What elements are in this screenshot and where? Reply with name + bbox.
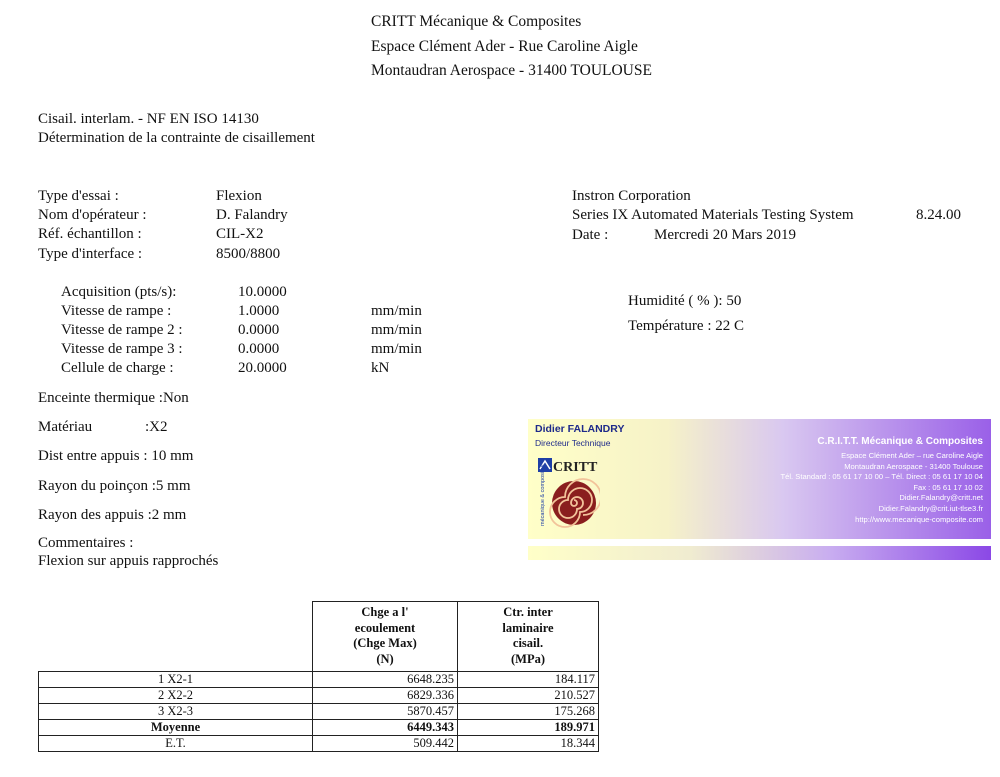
table-row bbox=[39, 704, 599, 720]
test-standard: Cisail. interlam. - NF EN ISO 14130 bbox=[38, 111, 259, 127]
column-header-stress: Ctr. inter laminaire cisail. (MPa) bbox=[458, 602, 599, 672]
date-label: Date : bbox=[572, 227, 609, 243]
card-company: C.R.I.T.T. Mécanique & Composites bbox=[817, 436, 983, 447]
lab-address-street: Espace Clément Ader - Rue Caroline Aigle bbox=[371, 38, 638, 55]
param-value: 0.0000 bbox=[238, 341, 280, 357]
row-label: E.T. bbox=[39, 736, 313, 752]
row-stress: 184.117 bbox=[458, 672, 599, 688]
param-unit: kN bbox=[371, 360, 390, 376]
row-label: 2 X2-2 bbox=[39, 688, 313, 704]
card-line: Fax : 05 61 17 10 02 bbox=[913, 482, 983, 492]
row-label: 3 X2-3 bbox=[39, 704, 313, 720]
info-label: Réf. échantillon : bbox=[38, 226, 142, 242]
param-label: Acquisition (pts/s): bbox=[61, 284, 177, 300]
info-label: Type d'essai : bbox=[38, 188, 119, 204]
info-value: Flexion bbox=[216, 188, 262, 204]
support-distance: Dist entre appuis : 10 mm bbox=[38, 448, 194, 464]
logo-text: CRITT bbox=[553, 460, 598, 475]
support-radius: Rayon des appuis :2 mm bbox=[38, 507, 187, 523]
material-label: Matériau bbox=[38, 419, 93, 435]
table-row bbox=[39, 688, 599, 704]
row-stress: 189.971 bbox=[458, 720, 599, 736]
param-value: 0.0000 bbox=[238, 322, 280, 338]
material-value: :X2 bbox=[145, 419, 168, 435]
lab-address-city: Montaudran Aerospace - 31400 TOULOUSE bbox=[371, 62, 652, 79]
param-label: Vitesse de rampe : bbox=[61, 303, 172, 319]
row-load: 6648.235 bbox=[313, 672, 458, 688]
info-value: 8500/8800 bbox=[216, 246, 281, 262]
param-value: 20.0000 bbox=[238, 360, 287, 376]
card-line: Espace Clément Ader – rue Caroline Aigle bbox=[841, 451, 983, 460]
machine-system: Series IX Automated Materials Testing System bbox=[572, 207, 854, 223]
param-unit: mm/min bbox=[371, 322, 422, 338]
card-name: Didier FALANDRY bbox=[535, 423, 625, 435]
info-label: Type d'interface : bbox=[38, 246, 143, 262]
info-label: Nom d'opérateur : bbox=[38, 207, 147, 223]
table-header-row bbox=[39, 602, 599, 672]
param-label: Cellule de charge : bbox=[61, 360, 174, 376]
card-line: Montaudran Aerospace - 31400 Toulouse bbox=[844, 461, 983, 471]
card-email: Didier.Falandry@crit.iut-tlse3.fr bbox=[878, 503, 983, 513]
card-title: Directeur Technique bbox=[535, 438, 611, 448]
table-row-mean bbox=[39, 720, 599, 736]
column-header-load: Chge a l' ecoulement (Chge Max) (N) bbox=[313, 602, 458, 672]
param-unit: mm/min bbox=[371, 341, 422, 357]
test-description: Détermination de la contrainte de cisaillement bbox=[38, 130, 315, 146]
table-corner bbox=[39, 602, 313, 672]
comments-value: Flexion sur appuis rapprochés bbox=[38, 553, 219, 569]
param-value: 10.0000 bbox=[238, 284, 287, 300]
row-stress: 175.268 bbox=[458, 704, 599, 720]
row-stress: 18.344 bbox=[458, 736, 599, 752]
info-value: D. Falandry bbox=[216, 207, 288, 223]
table-row bbox=[39, 672, 599, 688]
card-contact-lines bbox=[781, 451, 984, 525]
machine-version: 8.24.00 bbox=[916, 207, 961, 223]
comments-label: Commentaires : bbox=[38, 535, 134, 551]
row-load: 6449.343 bbox=[313, 720, 458, 736]
param-label: Vitesse de rampe 2 : bbox=[61, 322, 183, 338]
date-value: Mercredi 20 Mars 2019 bbox=[654, 227, 797, 243]
punch-radius: Rayon du poinçon :5 mm bbox=[38, 478, 191, 494]
param-value: 1.0000 bbox=[238, 303, 280, 319]
results-table bbox=[38, 601, 599, 752]
row-load: 5870.457 bbox=[313, 704, 458, 720]
humidity: Humidité ( % ): 50 bbox=[628, 293, 742, 309]
row-stress: 210.527 bbox=[458, 688, 599, 704]
card-line: Tél. Standard : 05 61 17 10 00 – Tél. Direct : 05 61 17 10 04 bbox=[780, 472, 983, 482]
param-unit: mm/min bbox=[371, 303, 422, 319]
row-load: 6829.336 bbox=[313, 688, 458, 704]
card-email: Didier.Falandry@critt.net bbox=[899, 493, 983, 503]
machine-company: Instron Corporation bbox=[572, 188, 691, 204]
logo-side-text: mécanique & composites bbox=[540, 464, 546, 526]
critt-logo bbox=[536, 456, 600, 531]
param-label: Vitesse de rampe 3 : bbox=[61, 341, 183, 357]
info-value: CIL-X2 bbox=[216, 226, 264, 242]
row-label: Moyenne bbox=[39, 720, 313, 736]
thermal-chamber: Enceinte thermique :Non bbox=[38, 390, 189, 406]
card-footer-bar bbox=[528, 546, 991, 560]
row-label: 1 X2-1 bbox=[39, 672, 313, 688]
table-row-std bbox=[39, 736, 599, 752]
row-load: 509.442 bbox=[313, 736, 458, 752]
lab-name: CRITT Mécanique & Composites bbox=[371, 13, 582, 30]
temperature: Température : 22 C bbox=[628, 318, 744, 334]
card-website: http://www.mecanique-composite.com bbox=[855, 514, 983, 524]
business-card bbox=[528, 419, 991, 539]
